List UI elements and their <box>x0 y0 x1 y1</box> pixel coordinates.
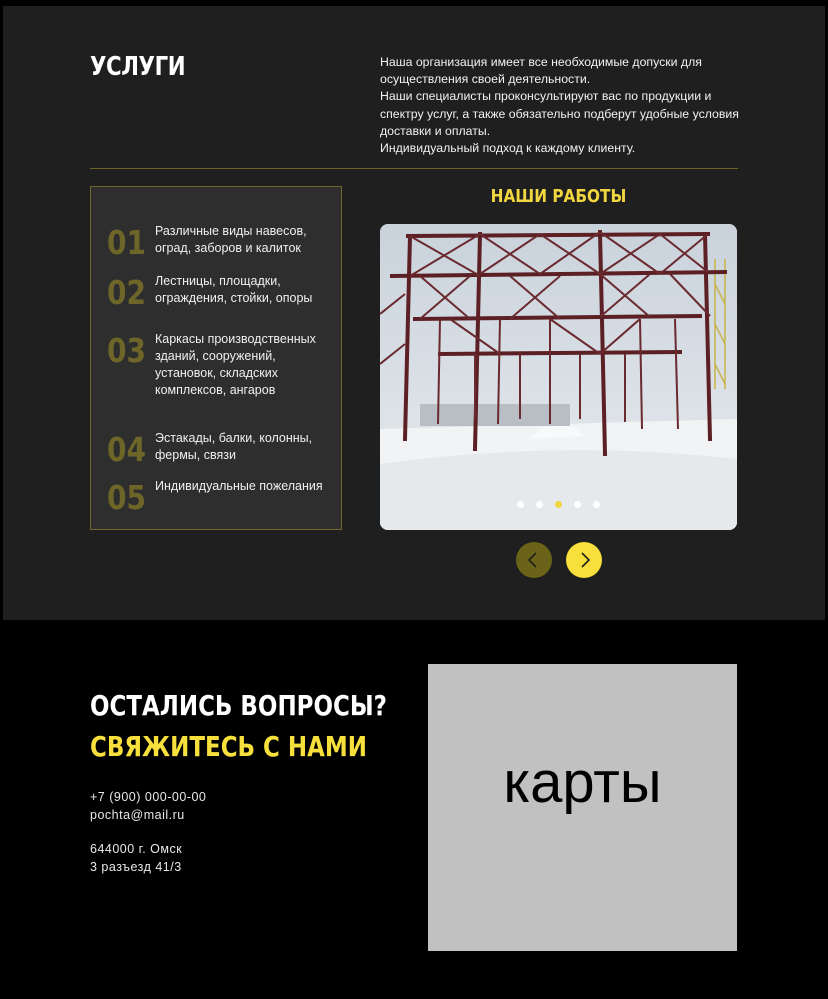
description-line: Наши специалисты проконсультируют вас по продукции и <box>380 89 712 104</box>
description-line: спектру услуг, а также обязательно подберут удобные условия <box>380 106 739 121</box>
service-text: Каркасы производственных зданий, сооружений, установок, складских комплексов, ангаров <box>155 332 316 397</box>
service-text: Эстакады, балки, колонны, фермы, связи <box>155 431 313 462</box>
service-number: 02 <box>107 273 147 312</box>
service-number: 01 <box>107 223 147 262</box>
slider-dot[interactable] <box>517 501 524 508</box>
service-text: Индивидуальные пожелания <box>155 479 323 493</box>
service-text: Лестницы, площадки, ограждения, стойки, опоры <box>155 274 313 305</box>
description-line: доставки и оплаты. <box>380 123 491 138</box>
chevron-right-icon <box>566 542 602 578</box>
map-placeholder-label: карты <box>503 750 662 815</box>
service-number: 04 <box>107 430 147 469</box>
address-line: 3 разъезд 41/3 <box>90 860 182 874</box>
services-title: УСЛУГИ <box>90 52 186 82</box>
contact-details <box>90 788 206 824</box>
slider-pagination <box>380 495 737 513</box>
slider-dot[interactable] <box>574 501 581 508</box>
phone-link[interactable]: +7 (900) 000-00-00 <box>90 790 207 804</box>
work-photo <box>380 224 737 530</box>
works-slider[interactable] <box>380 224 737 530</box>
services-list <box>90 186 342 530</box>
chevron-left-icon <box>516 542 552 578</box>
works-title: НАШИ РАБОТЫ <box>490 186 627 207</box>
address-block <box>90 840 182 876</box>
services-description <box>380 54 740 157</box>
service-number: 03 <box>107 331 147 370</box>
contact-subheading: СВЯЖИТЕСЬ С НАМИ <box>90 730 367 763</box>
slider-dot-active[interactable] <box>555 501 562 508</box>
slider-dot[interactable] <box>593 501 600 508</box>
service-number: 05 <box>107 478 147 517</box>
slider-prev-button[interactable] <box>516 542 552 578</box>
description-line: Индивидуальный подход к каждому клиенту. <box>380 141 636 156</box>
service-text: Различные виды навесов, оград, заборов и калиток <box>155 224 307 255</box>
services-section <box>3 6 825 620</box>
description-line: Наша организация имеет все необходимые допуски для <box>380 55 702 69</box>
description-line: осуществления своей деятельности. <box>380 72 591 87</box>
contact-section <box>3 620 825 993</box>
slider-next-button[interactable] <box>566 542 602 578</box>
contact-heading: ОСТАЛИСЬ ВОПРОСЫ? <box>90 689 387 722</box>
section-divider <box>90 168 738 169</box>
map-placeholder[interactable] <box>428 664 737 951</box>
slider-dot[interactable] <box>536 501 543 508</box>
email-link[interactable]: pochta@mail.ru <box>90 808 185 822</box>
address-line: 644000 г. Омск <box>90 842 183 856</box>
